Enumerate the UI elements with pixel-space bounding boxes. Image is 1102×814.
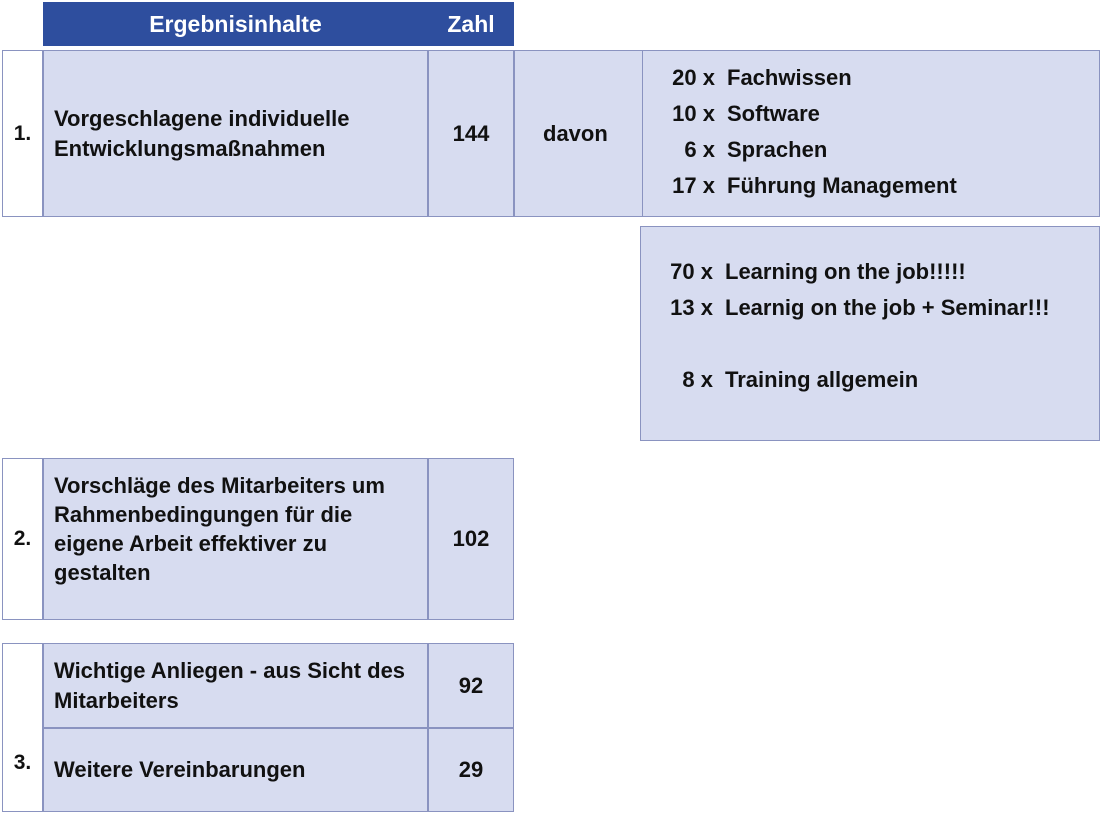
row-label-3b bbox=[43, 728, 428, 812]
row-count-2 bbox=[428, 458, 514, 620]
row-label-text: Vorschläge des Mitarbeiters um Rahmenbedingungen für die eigene Arbeit effektiver zu gestalten bbox=[54, 473, 385, 586]
breakdown-item bbox=[641, 261, 1099, 297]
row-count-1 bbox=[428, 50, 514, 217]
breakdown-count: 6 x bbox=[684, 137, 715, 162]
row-count-value: 102 bbox=[452, 526, 490, 551]
row-index-label: 1. bbox=[13, 121, 32, 145]
breakdown-text: Führung Management bbox=[727, 173, 957, 198]
row-count-3 bbox=[428, 643, 514, 728]
breakdown-item bbox=[643, 67, 1099, 103]
row-index-1 bbox=[2, 50, 43, 217]
breakdown-box-top bbox=[642, 50, 1100, 217]
header-cell-zahl bbox=[428, 2, 514, 46]
breakdown-item bbox=[641, 341, 1099, 391]
breakdown-item bbox=[643, 103, 1099, 139]
row-label-text: Weitere Vereinbarungen bbox=[54, 757, 306, 783]
breakdown-spacer bbox=[641, 319, 1099, 341]
breakdown-count: 10 x bbox=[672, 101, 715, 126]
row-count-value: 92 bbox=[458, 672, 484, 698]
row-index-3 bbox=[2, 643, 43, 812]
header-cell-ergebnisinhalte bbox=[43, 2, 428, 46]
row-label-3 bbox=[43, 643, 428, 728]
row-label-1 bbox=[43, 50, 428, 217]
breakdown-count: 20 x bbox=[672, 65, 715, 90]
breakdown-text: Software bbox=[727, 101, 820, 126]
row-count-value: 29 bbox=[458, 757, 484, 782]
breakdown-text: Learnig on the job + Seminar!!! bbox=[725, 295, 1050, 320]
row-label-text: Wichtige Anliegen - aus Sicht des Mitarbeiters bbox=[54, 658, 406, 713]
breakdown-text: Training allgemein bbox=[725, 367, 919, 392]
breakdown-count: 13 x bbox=[670, 295, 713, 320]
breakdown-item bbox=[643, 139, 1099, 175]
breakdown-count: 70 x bbox=[670, 259, 713, 284]
row-label-text: Vorgeschlagene individuelle Entwicklungsmaßnahmen bbox=[54, 106, 350, 161]
breakdown-text: Fachwissen bbox=[727, 65, 852, 90]
breakdown-count: 17 x bbox=[672, 173, 715, 198]
row-count-value: 144 bbox=[452, 120, 490, 146]
row-count-3b bbox=[428, 728, 514, 812]
breakdown-count: 8 x bbox=[682, 367, 713, 392]
breakdown-text: Sprachen bbox=[727, 137, 828, 162]
header-label-content: Ergebnisinhalte bbox=[149, 10, 322, 37]
row-label-2 bbox=[43, 458, 428, 620]
breakdown-box-bottom bbox=[640, 226, 1100, 441]
row-index-2 bbox=[2, 458, 43, 620]
header-label-count: Zahl bbox=[447, 10, 495, 37]
breakdown-label-text: davon bbox=[543, 120, 608, 146]
row-index-label: 2. bbox=[13, 527, 32, 550]
row-breakdown-label-1 bbox=[514, 50, 642, 217]
breakdown-item bbox=[641, 297, 1099, 319]
row-index-label: 3. bbox=[13, 751, 32, 774]
breakdown-text: Learning on the job!!!!! bbox=[725, 259, 966, 284]
breakdown-item bbox=[643, 175, 1099, 197]
